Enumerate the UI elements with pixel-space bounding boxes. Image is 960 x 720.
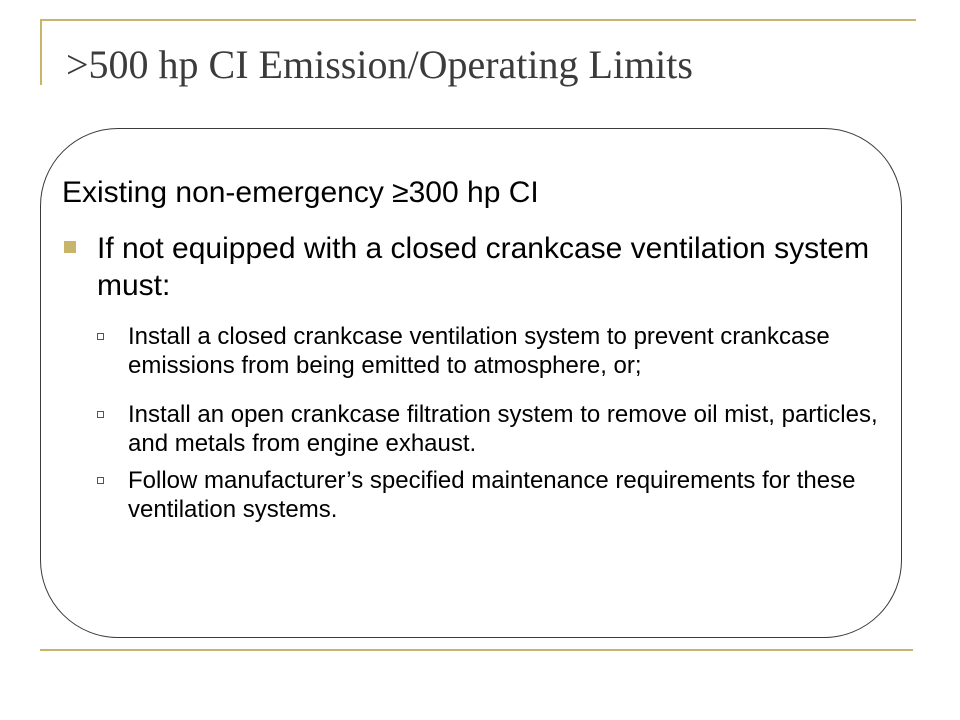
bottom-accent-rule: [40, 649, 913, 651]
bullet-item: [62, 230, 900, 304]
sub-bullet-item: [62, 322, 900, 380]
sub-bullet-text: Follow manufacturer’s specified maintenance requirements for these ventilation systems.: [128, 467, 856, 523]
left-accent-rule: [40, 19, 42, 85]
content-heading: Existing non-emergency ≥300 hp CI: [62, 176, 539, 209]
filled-square-bullet-icon: [64, 241, 76, 253]
hollow-square-bullet-icon: [97, 411, 104, 418]
hollow-square-bullet-icon: [97, 333, 104, 340]
sub-bullet-item: [62, 466, 900, 524]
top-accent-rule: [40, 19, 916, 21]
slide-title: >500 hp CI Emission/Operating Limits: [66, 42, 693, 87]
hollow-square-bullet-icon: [97, 477, 104, 484]
sub-bullet-text: Install an open crankcase filtration system to remove oil mist, particles, and metals from engine exhaust.: [128, 401, 878, 457]
sub-bullet-text: Install a closed crankcase ventilation system to prevent crankcase emissions from being emitted to atmosphere, or;: [128, 323, 830, 379]
bullet-text: If not equipped with a closed crankcase ventilation system must:: [97, 232, 870, 302]
sub-bullet-item: [62, 400, 900, 458]
sub-bullet-list: [62, 322, 900, 524]
slide-content: [62, 172, 900, 524]
